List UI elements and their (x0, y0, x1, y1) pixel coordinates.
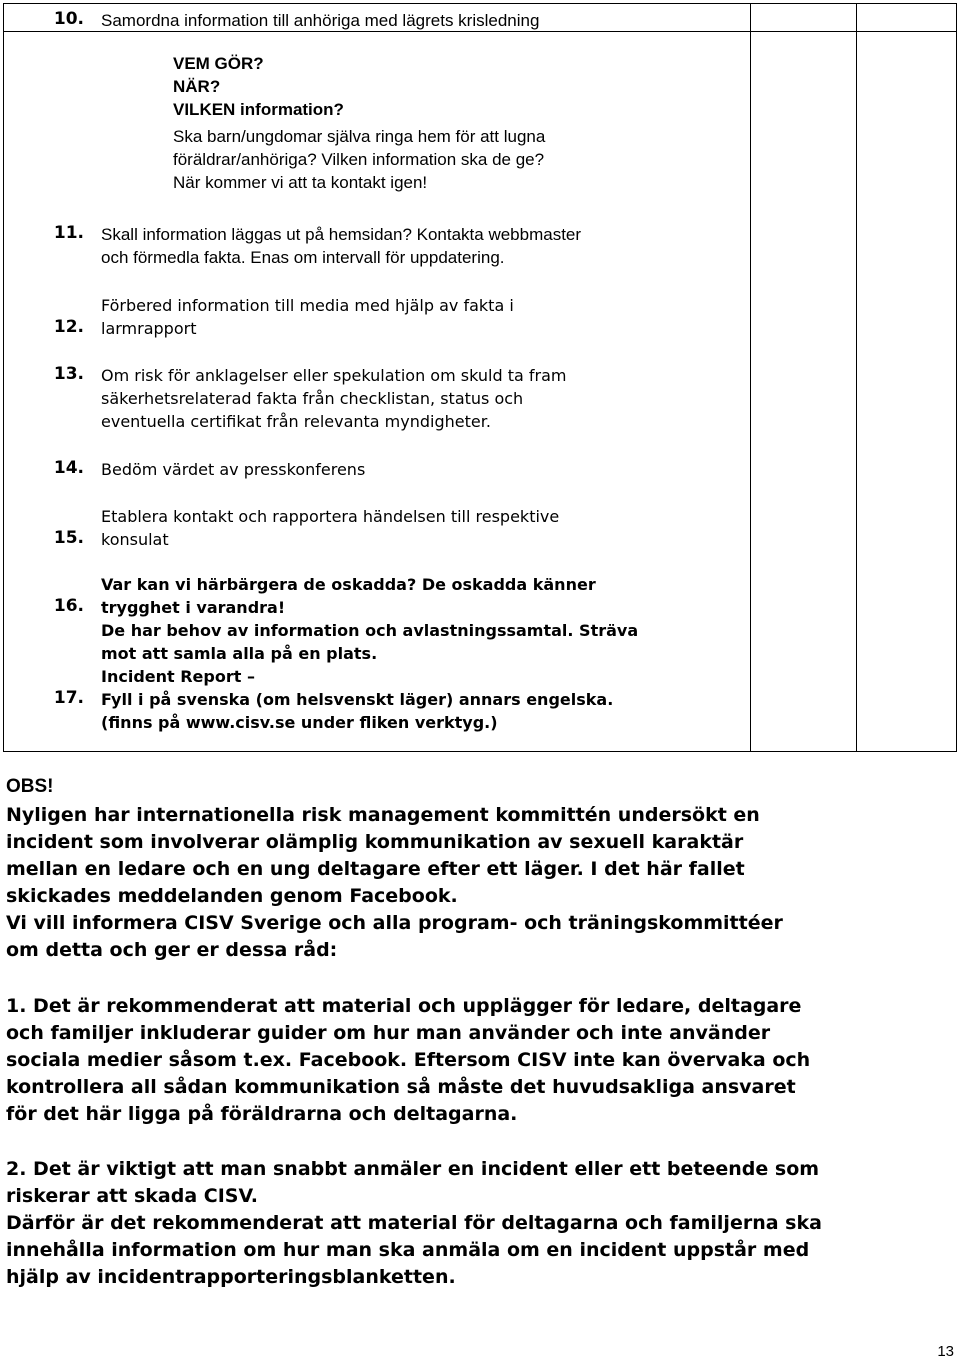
item-text: Samordna information till anhöriga med lägrets krisledning (101, 11, 540, 30)
table-column-divider (856, 4, 857, 751)
item-number: 16. (53, 596, 84, 616)
item-text: Bedöm värdet av presskonferens (101, 460, 366, 479)
item-text: Förbered information till media med hjälp av fakta i larmrapport (101, 296, 514, 338)
advice-1-paragraph: 1. Det är rekommenderat att material och upplägger för ledare, deltagare och familjer inkluderar guider om hur man använder och inte använder sociala medier såsom t.ex. Facebook. Eftersom CISV inte kan övervaka och kontrollera all sådan kommunikation så måste det huvudsakliga ansvaret för det här ligga på föräldrarna och deltagarna. (6, 995, 811, 1125)
item-text: Var kan vi härbärgera de oskadda? De oskadda känner trygghet i varandra! De har behov av information och avlastningssamtal. Sträva mot att samla alla på en plats. (101, 575, 639, 663)
item-number: 15. (53, 528, 84, 548)
item-number: 17. (53, 688, 84, 708)
notice-heading: OBS! (6, 776, 54, 797)
advice-2-paragraph: 2. Det är viktigt att man snabbt anmäler en incident eller ett beteende som riskerar att skada CISV. Därför är det rekommenderat att material för deltagarna och familjerna ska innehålla information om hur man ska anmäla om en incident uppstår med hjälp av incidentrapporteringsblanketten. (6, 1158, 822, 1288)
page-number: 13 (937, 1343, 954, 1360)
item-text: Etablera kontakt och rapportera händelsen till respektive konsulat (101, 507, 560, 549)
item-text: Incident Report – Fyll i på svenska (om helsvenskt läger) annars engelska. (finns på www.cisv.se under fliken verktyg.) (101, 667, 614, 732)
item-text: Ska barn/ungdomar själva ringa hem för att lugna föräldrar/anhöriga? Vilken information ska de ge? När kommer vi att ta kontakt igen! (173, 127, 546, 192)
item-number: 10. (53, 9, 84, 29)
item-number: 11. (53, 223, 84, 243)
item-text: Skall information läggas ut på hemsidan? Kontakta webbmaster och förmedla fakta. Enas om intervall för uppdatering. (101, 225, 582, 267)
notice-intro-paragraph: Nyligen har internationella risk management kommittén undersökt en incident som involverar olämplig kommunikation av sexuell karaktär mellan en ledare och en ung deltagare efter ett läger. I det här fallet skickades meddelanden genom Facebook. Vi vill informera CISV Sverige och alla program- och träningskommittéer om detta och ger er dessa råd: (6, 804, 783, 961)
item-text: VEM GÖR? NÄR? VILKEN information? (173, 54, 344, 119)
item-number: 14. (53, 458, 84, 478)
item-number: 13. (53, 364, 84, 384)
crisis-checklist-table (3, 3, 957, 752)
item-number: 12. (53, 317, 84, 337)
item-text: Om risk för anklagelser eller spekulation om skuld ta fram säkerhetsrelaterad fakta från checklistan, status och eventuella certifikat från relevanta myndigheter. (101, 366, 567, 431)
